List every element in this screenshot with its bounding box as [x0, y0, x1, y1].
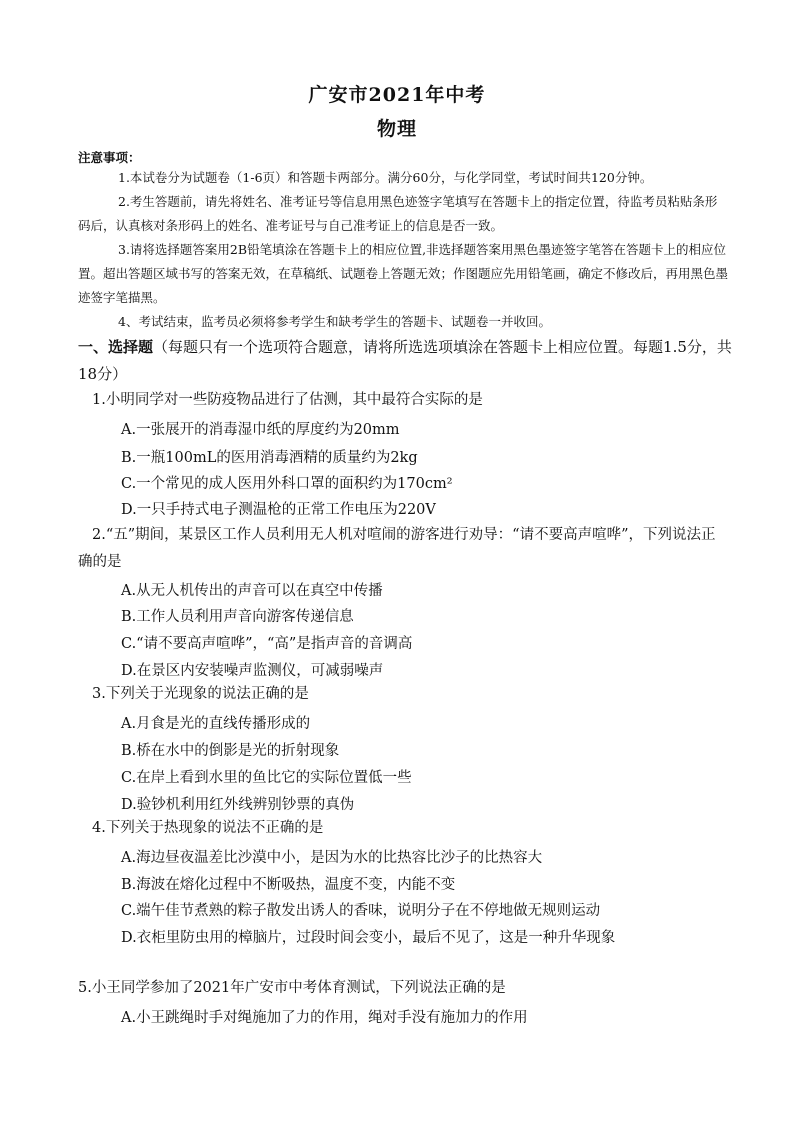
question-1-option-b: B.一瓶100mL的医用消毒酒精的质量约为2kg [121, 450, 418, 466]
question-4-option-a: A.海边昼夜温差比沙漠中小，是因为水的比热容比沙子的比热容大 [121, 850, 543, 866]
question-5-option-a: A.小王跳绳时手对绳施加了力的作用，绳对手没有施加力的作用 [121, 1010, 528, 1026]
question-3-option-a: A.月食是光的直线传播形成的 [121, 716, 311, 732]
exam-title: 广安市2021年中考 [308, 84, 486, 106]
question-3-option-d: D.验钞机利用红外线辨别钞票的真伪 [121, 797, 355, 813]
question-4-option-b: B.海波在熔化过程中不断吸热，温度不变，内能不变 [121, 877, 456, 893]
section-one [78, 334, 733, 388]
question-5-stem: 5.小王同学参加了2021年广安市中考体育测试，下列说法正确的是 [78, 980, 506, 996]
question-1-option-d: D.一只手持式电子测温枪的正常工作电压为220V [121, 502, 436, 518]
question-2-option-b: B.工作人员利用声音向游客传递信息 [121, 609, 354, 625]
question-2-option-c: C.“请不要高声喧哗”，“高”是指声音的音调高 [121, 636, 413, 652]
question-4-option-c: C.端午佳节煮熟的粽子散发出诱人的香味，说明分子在不停地做无规则运动 [121, 903, 601, 919]
question-1-option-a: A.一张展开的消毒湿巾纸的厚度约为20mm [121, 422, 400, 438]
notice-item-3: 3.请将选择题答案用2B铅笔填涂在答题卡上的相应位置,非选择题答案用黑色墨迹签字笔答在答题卡上的相应位置。超出答题区域书写的答案无效，在草稿纸、试题卷上答题无效；作图题应先用铅笔画，确定不修改后，再用黑色墨迹签字笔描黑。 [78, 242, 729, 305]
question-3-stem: 3.下列关于光现象的说法正确的是 [92, 686, 309, 702]
notice-item-1: 1.本试卷分为试题卷（1-6页）和答题卡两部分。满分60分，与化学同堂，考试时间共120分钟。 [118, 170, 653, 185]
question-4-option-d: D.衣柜里防虫用的樟脑片，过段时间会变小，最后不见了，这是一种升华现象 [121, 930, 616, 946]
question-2-option-d: D.在景区内安装噪声监测仪，可减弱噪声 [121, 663, 384, 679]
section-heading: 一、选择题 [78, 338, 154, 356]
question-3-option-b: B.桥在水中的倒影是光的折射现象 [121, 743, 340, 759]
question-1-stem: 1.小明同学对一些防疫物品进行了估测，其中最符合实际的是 [92, 392, 483, 408]
question-2-option-a: A.从无人机传出的声音可以在真空中传播 [121, 583, 383, 599]
notice-item-4: 4、考试结束，监考员必须将参考学生和缺考学生的答题卡、试题卷一并收回。 [118, 314, 551, 329]
question-2-stem: 2.“五”期间，某景区工作人员利用无人机对喧闹的游客进行劝导：“请不要高声喧哗”，下列说法正确的是 [78, 527, 716, 570]
question-3-option-c: C.在岸上看到水里的鱼比它的实际位置低一些 [121, 770, 412, 786]
question-1-option-c: C.一个常见的成人医用外科口罩的面积约为170cm² [121, 476, 453, 492]
notice-heading: 注意事项： [78, 150, 141, 165]
section-description: （每题只有一个选项符合题意，请将所选选项填涂在答题卡上相应位置。每题1.5分，共18分） [78, 338, 732, 383]
question-4-stem: 4.下列关于热现象的说法不正确的是 [92, 820, 324, 836]
subject-title: 物理 [376, 118, 417, 140]
notice-item-2: 2.考生答题前，请先将姓名、准考证号等信息用黑色迹签字笔填写在答题卡上的指定位置，待监考员粘贴条形码后，认真核对条形码上的姓名、准考证号与自己准考证上的信息是否一致。 [78, 194, 718, 233]
